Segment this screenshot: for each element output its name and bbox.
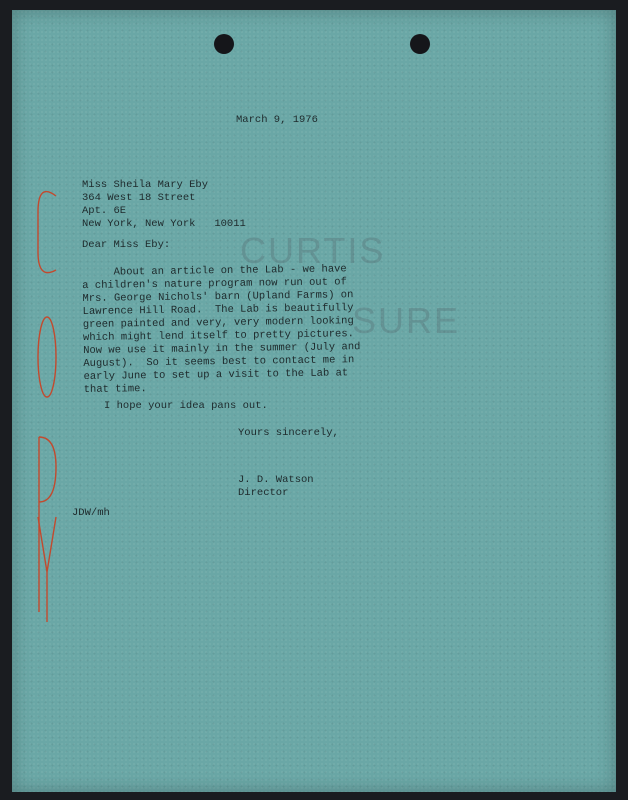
body-line: that time. bbox=[83, 383, 147, 396]
body-line: About an article on the Lab - we have bbox=[82, 263, 347, 279]
address-line: Apt. 6E bbox=[82, 205, 127, 217]
salutation: Dear Miss Eby: bbox=[82, 239, 171, 251]
body-line: Mrs. George Nichols' barn (Upland Farms) on bbox=[82, 289, 354, 305]
body-line: Lawrence Hill Road. The Lab is beautifully bbox=[82, 302, 354, 318]
body-line: green painted and very, very modern looking bbox=[82, 315, 354, 331]
punch-hole-left bbox=[214, 34, 234, 54]
watermark-line-1: CURTIS bbox=[240, 230, 386, 271]
signer-title: Director bbox=[238, 487, 289, 499]
recipient-address bbox=[82, 179, 246, 231]
watermark-line-2: SURE bbox=[352, 300, 461, 341]
address-line: 364 West 18 Street bbox=[82, 192, 196, 204]
punch-hole-right bbox=[410, 34, 430, 54]
address-line: Miss Sheila Mary Eby bbox=[82, 179, 209, 191]
copy-stamp bbox=[34, 182, 60, 632]
body-line: August). So it seems best to contact me in bbox=[83, 354, 355, 370]
body-line: which might lend itself to pretty pictures. bbox=[82, 328, 355, 344]
body-line: a children's nature program now run out of bbox=[82, 276, 347, 292]
body-line: early June to set up a visit to the Lab at bbox=[83, 367, 349, 383]
body-line: Now we use it mainly in the summer (July and bbox=[83, 341, 361, 357]
complimentary-close: Yours sincerely, bbox=[238, 427, 339, 439]
closing-line: I hope your idea pans out. bbox=[104, 400, 268, 412]
letter-page bbox=[12, 10, 616, 792]
signer-name: J. D. Watson bbox=[238, 474, 314, 486]
letter-body bbox=[82, 263, 361, 397]
letter-date: March 9, 1976 bbox=[236, 114, 318, 126]
typist-initials: JDW/mh bbox=[72, 507, 110, 519]
address-line: New York, New York 10011 bbox=[82, 218, 246, 230]
